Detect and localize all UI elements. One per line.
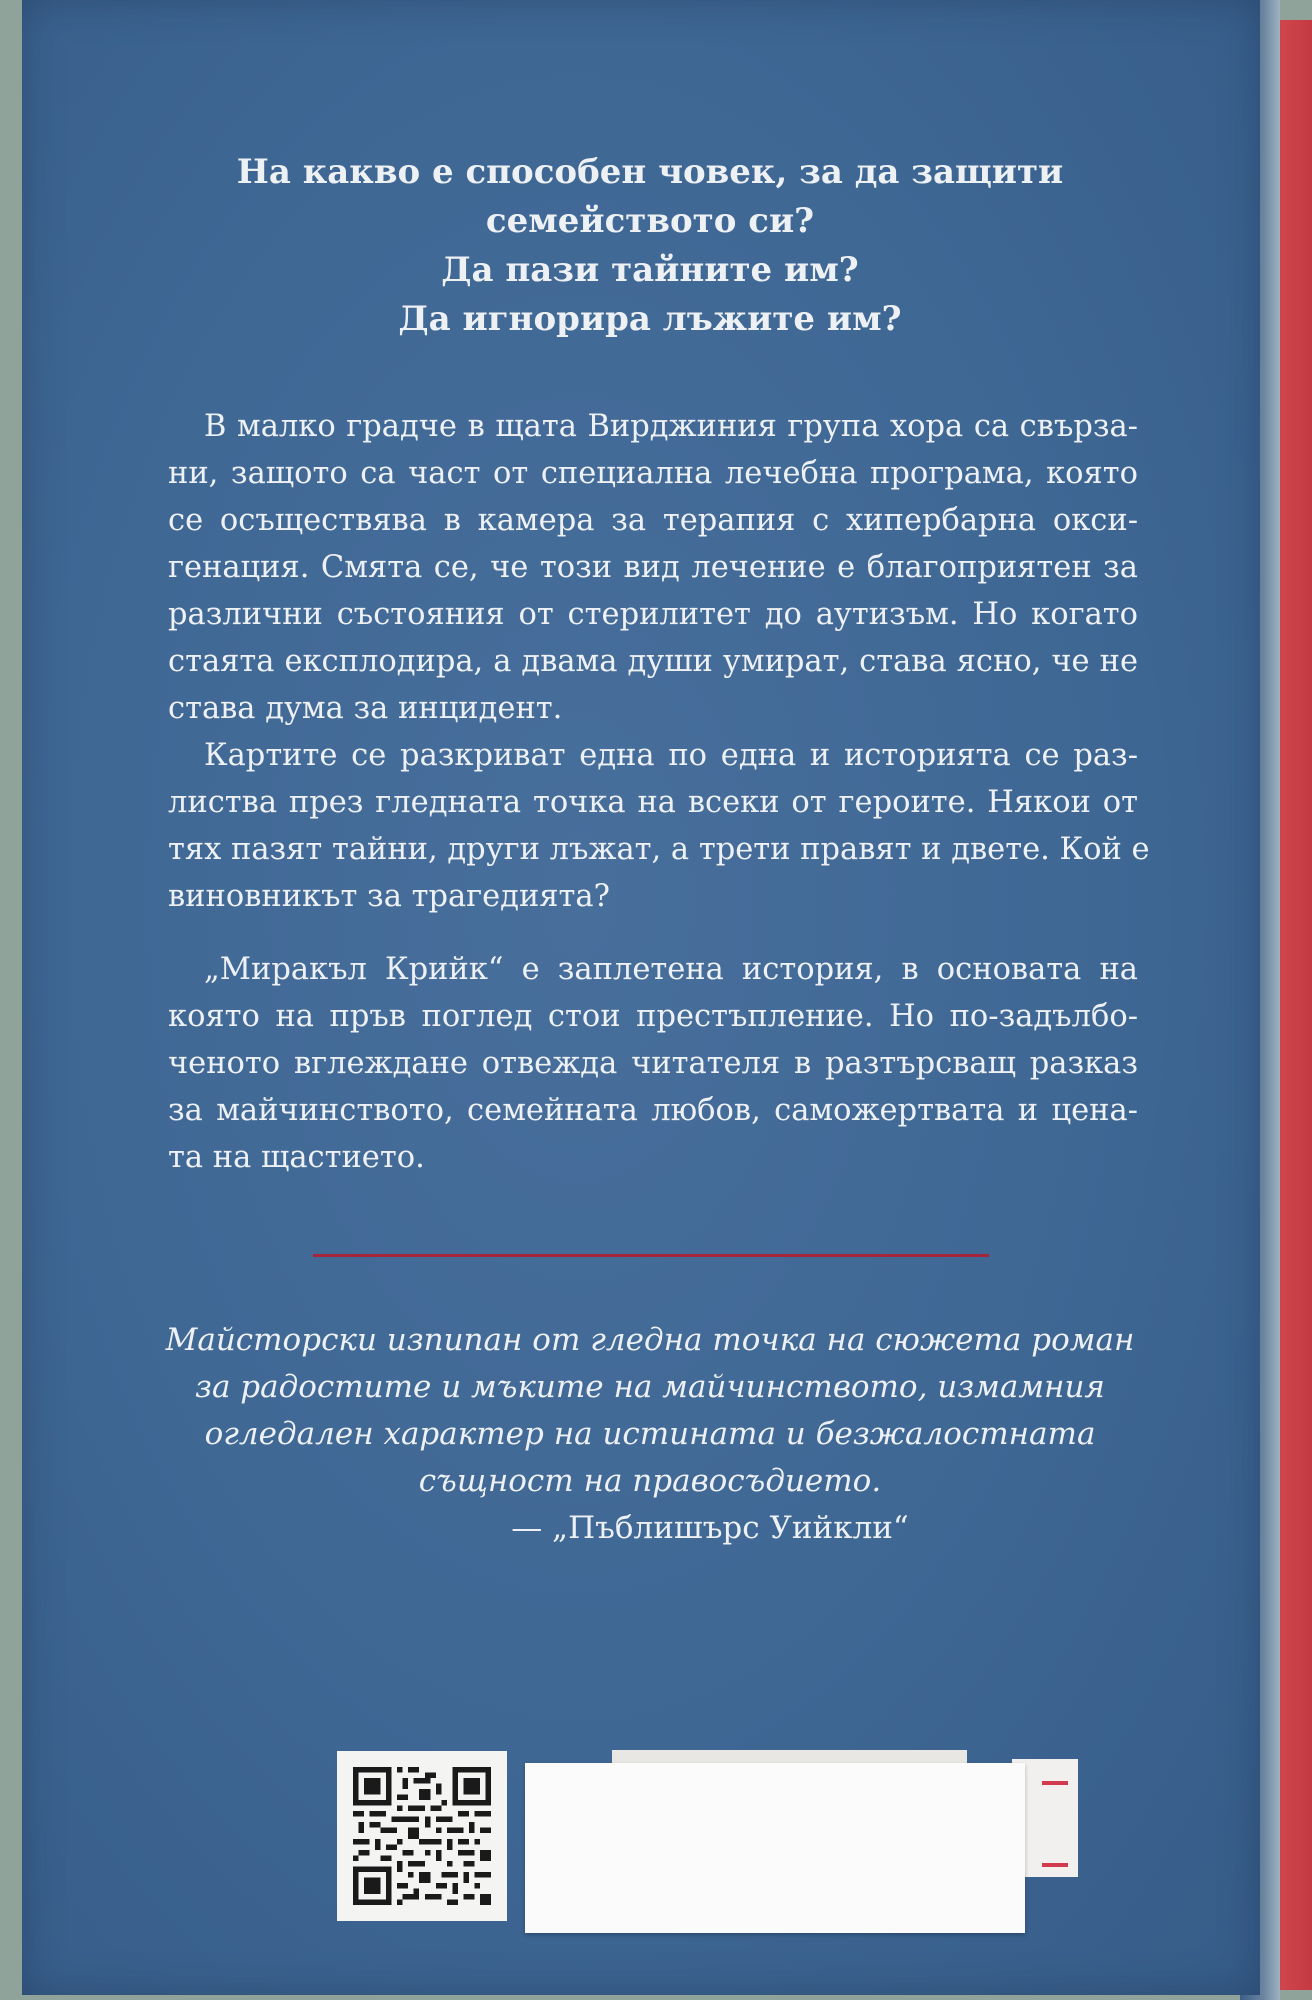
text-line: която на пръв поглед стои престъпление. Но по-задълбо- [168,999,1138,1034]
headline-line: Да игнорира лъжите им? [398,299,902,339]
red-divider-line [313,1254,989,1257]
text-line: В малко градче в щата Вирджиния група хора са свърза- [204,409,1138,444]
text-line: тях пазят тайни, други лъжат, а трети правят и двете. Кой е [168,832,1150,867]
quote-line: Майсторски изпипан от гледна точка на сюжета роман [165,1322,1135,1358]
text-line: ни, защото са част от специална лечебна програма, която [168,456,1138,491]
qr-code-icon [353,1767,491,1905]
blurb-paragraph-3 [168,946,1138,1181]
review-quote [160,1317,1140,1552]
text-line: та на щастието. [168,1140,425,1175]
text-line: ченото вглеждане отвежда читателя в разтърсващ разказ [168,1046,1138,1081]
text-line: генация. Смята се, че този вид лечение е благоприятен за [168,550,1138,585]
text-line: Картите се разкриват една по една и историята се раз- [204,738,1138,773]
quote-line: огледален характер на истината и безжалостната [204,1416,1096,1452]
text-line: за майчинството, семейната любов, саможертвата и цена- [168,1093,1138,1128]
quote-line: за радостите и мъките на майчинството, измамния [195,1369,1105,1405]
headline-line: семейството си? [485,201,815,241]
blurb-paragraph-2 [168,732,1150,920]
label-stripe [1042,1781,1068,1785]
text-line: виновникът за трагедията? [168,879,610,914]
text-line: различни състояния от стерилитет до аутизъм. Но когато [168,597,1138,632]
text-line: „Миракъл Крийк“ е заплетена история, в основата на [204,952,1138,987]
quote-attribution: — „Пъблишърс Уийкли“ [511,1510,909,1546]
headline-line: Да пази тайните им? [441,250,859,290]
headline-line: На какво е способен човек, за да защити [236,152,1064,192]
text-line: стаята експлодира, а двама души умират, става ясно, че не [168,644,1138,679]
headline [160,148,1140,344]
quote-line: същност на правосъдието. [418,1463,882,1499]
blurb-paragraph-1 [168,403,1138,732]
text-line: се осъществява в камера за терапия с хипербарна окси- [168,503,1138,538]
label-stripe [1042,1863,1068,1867]
qr-code [337,1751,507,1921]
blank-barcode-sticker [525,1763,1025,1933]
text-line: става дума за инцидент. [168,691,563,726]
text-line: листва през гледната точка на всеки от героите. Някои от [168,785,1138,820]
